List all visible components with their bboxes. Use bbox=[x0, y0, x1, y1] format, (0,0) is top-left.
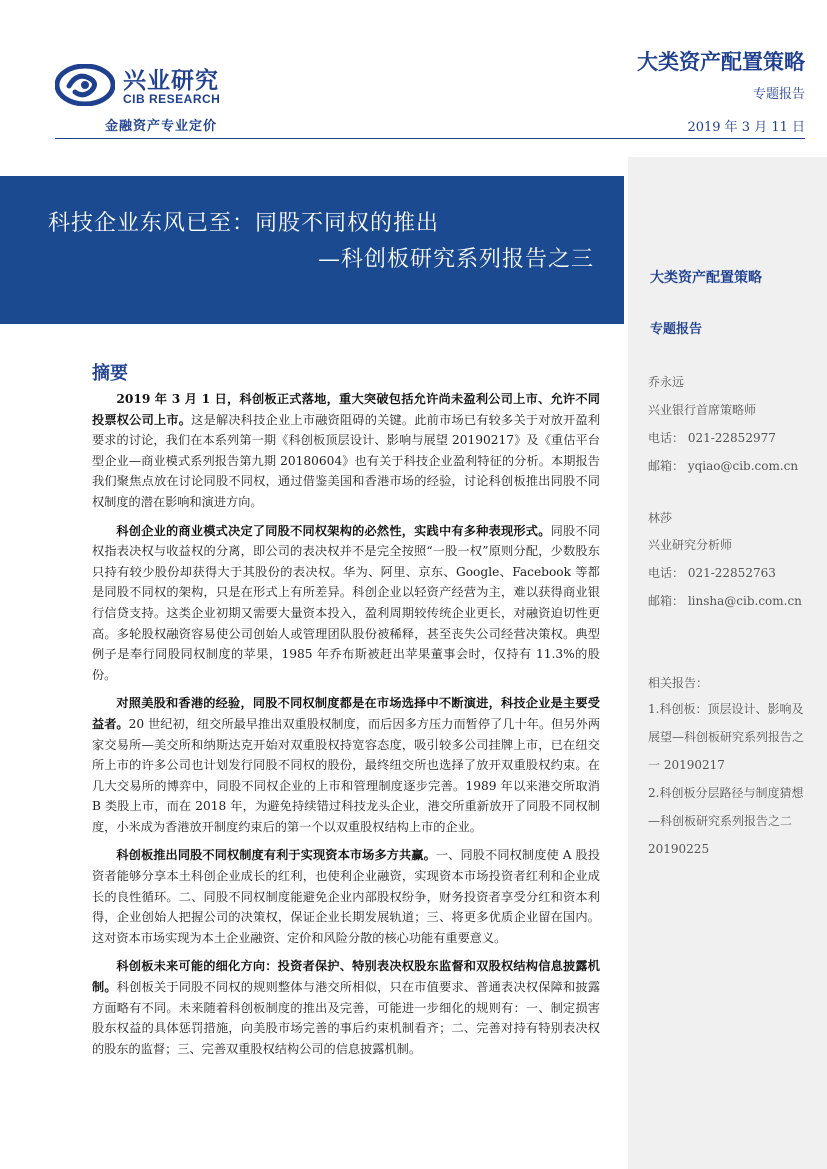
paragraph-lead: 对照美股和香港的经验，同股不同权制度都是在市场选择中不断演进，科技企业是主要受益者。 bbox=[92, 696, 600, 731]
abstract-paragraph bbox=[92, 956, 600, 1059]
paragraph-text: 20 世纪初，纽交所最早推出双重股权制度，而后因多方压力而暂停了几十年。但另外两家交易所—美交所和纳斯达克开始对双重股权持宽容态度，吸引较多公司挂牌上市，已在纽交所上市的许多公司也计划发行同股不同权的股份，最终纽交所也选择了放开双重股权约束。在几大交易所的博弈中，同股不同权企业的上市和管理制度逐步完善。1989 年以来港交所取消 B 类股上市，而在 2018 年，为避免持续错过科技龙头企业，港交所重新放开了同股不同权制度，小米成为香港放开制度约束后的第一个以双重股权结构上市的企业。 bbox=[92, 716, 601, 834]
paragraph-lead: 2019 年 3 月 1 日，科创板正式落地，重大突破包括允许尚未盈利公司上市、允许不同投票权公司上市。 bbox=[92, 392, 600, 427]
abstract-title: 摘要 bbox=[92, 363, 128, 384]
paragraph-text: 一、同股不同权制度使 A 股投资者能够分享本土科创企业成长的红利，也使利企业融资，实现资本市场投资者红利和企业成长的良性循环。二、同股不同权制度能避免企业内部股权纷争，财务投资者享受分红和资本利得，企业创始人把握公司的决策权，保证企业长期发展轨道；三、将更多优质企业留在国内。这对资本市场实现为本土企业融资、定价和风险分散的核心功能有重要意义。 bbox=[92, 848, 600, 945]
analyst-name: 乔永远 bbox=[648, 375, 685, 389]
header-category: 大类资产配置策略 bbox=[637, 49, 805, 74]
paragraph-lead: 科创板推出同股不同权制度有利于实现资本市场多方共赢。 bbox=[116, 848, 436, 863]
analyst-email: 邮箱： linsha@cib.com.cn bbox=[648, 594, 802, 608]
abstract-body bbox=[92, 389, 600, 1067]
abstract-paragraph bbox=[92, 389, 600, 513]
analyst-phone: 电话： 021-22852763 bbox=[648, 566, 776, 580]
report-title: 科技企业东风已至：同股不同权的推出 bbox=[48, 211, 440, 236]
related-reports-label: 相关报告： bbox=[648, 676, 709, 690]
related-report-item: 2.科创板分层路径与制度猜想—科创板研究系列报告之二 20190225 bbox=[648, 786, 804, 856]
logo-tagline: 金融资产专业定价 bbox=[105, 119, 218, 134]
logo-name-en: CIB RESEARCH bbox=[123, 92, 221, 106]
abstract-paragraph bbox=[92, 693, 600, 837]
sidebar-category: 大类资产配置策略 bbox=[650, 270, 762, 286]
abstract-paragraph bbox=[92, 521, 600, 686]
header-date: 2019 年 3 月 11 日 bbox=[687, 120, 805, 135]
paragraph-lead: 科创板未来可能的细化方向：投资者保护、特别表决权股东监督和双股权结构信息披露机制。 bbox=[92, 959, 600, 995]
cib-logo-icon bbox=[55, 64, 115, 106]
related-report-item: 1.科创板：顶层设计、影响及展望—科创板研究系列报告之一 20190217 bbox=[648, 702, 805, 772]
paragraph-text: 这是解决科技企业上市融资阻碍的关键。此前市场已有较多关于对放开盈利要求的讨论，我们在本系列第一期《科创板顶层设计、影响与展望 20190217》及《重估平台型企业—商业模式系列报告第九期 20180604》也有关于科技企业盈利特征的分析。本期报告我们聚焦点放在讨论同股不同权，通过借鉴美国和香港市场的经验，讨论科创板推出同股不同权制度的潜在影响和演进方向。 bbox=[92, 412, 601, 509]
abstract-paragraph bbox=[92, 845, 600, 948]
analyst-title: 兴业研究分析师 bbox=[648, 538, 733, 552]
analyst-name: 林莎 bbox=[648, 511, 673, 525]
sidebar bbox=[628, 157, 827, 1169]
logo-name-cn: 兴业研究 bbox=[123, 68, 219, 94]
sidebar-report-type: 专题报告 bbox=[650, 322, 703, 337]
title-banner bbox=[0, 176, 624, 324]
paragraph-text: 科创板关于同股不同权的规则整体与港交所相似，只在市值要求、普通表决权保障和披露方面略有不同。未来随着科创板制度的推出及完善，可能进一步细化的规则有：一、制定损害股东权益的具体惩罚措施，向美股市场完善的事后约束机制看齐；二、完善对持有特别表决权的股东的监督；三、完善双重股权结构公司的信息披露机制。 bbox=[92, 980, 601, 1056]
header-divider bbox=[55, 138, 805, 139]
analyst-phone: 电话： 021-22852977 bbox=[648, 431, 776, 445]
paragraph-text: 同股不同权指表决权与收益权的分离，即公司的表决权并不是完全按照“一股一权”原则分配，少数股东只持有较少股份却获得大于其股份的表决权。华为、阿里、京东、Google、Facebook 等都是同股不同权的架构，只是在形式上有所差异。科创企业以轻资产经营为主，难以获得商业银行信贷支持。这类企业初期又需要大量资本投入，盈利周期较传统企业更长，对融资迫切性更高。多轮股权融资容易使公司创始人或管理团队股份被稀释，甚至丧失公司经营决策权。典型例子是奉行同股同权制度的苹果，1985 年乔布斯被赶出苹果董事会时，仅持有 11.3%的股份。 bbox=[92, 523, 601, 682]
report-subtitle: —科创板研究系列报告之三 bbox=[317, 247, 594, 272]
logo bbox=[55, 62, 255, 132]
paragraph-lead: 科创企业的商业模式决定了同股不同权架构的必然性，实践中有多种表现形式。 bbox=[116, 523, 551, 538]
analyst-title: 兴业银行首席策略师 bbox=[648, 403, 757, 417]
header-report-type: 专题报告 bbox=[752, 87, 805, 102]
analyst-email: 邮箱： yqiao@cib.com.cn bbox=[648, 459, 799, 473]
